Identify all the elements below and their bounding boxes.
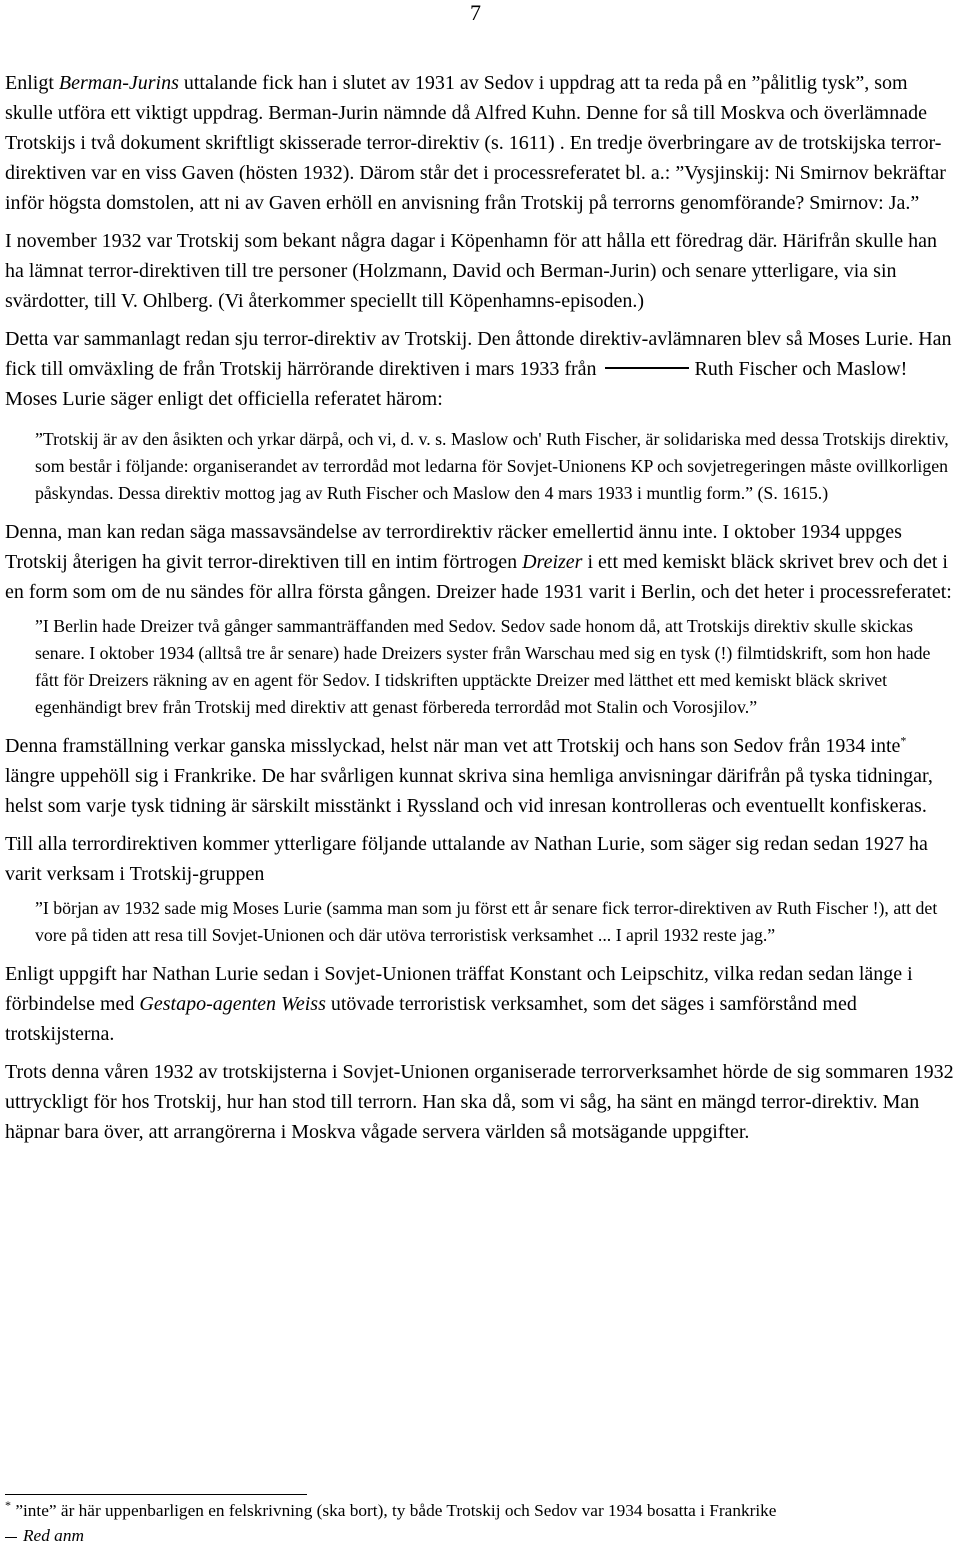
footnote-text: ”inte” är här uppenbarligen en felskrivning (ska bort), ty både Trotskij och Sedov var 1934 bosatta i Frankrike <box>11 1501 777 1520</box>
footnote <box>5 1498 955 1548</box>
emphasized-name: Gestapo-agenten Weiss <box>139 993 326 1015</box>
footnote-reference[interactable]: * <box>900 733 907 748</box>
paragraph: Trots denna våren 1932 av trotskijsterna i Sovjet-Unionen organiserade terrorverksamhet hörde de sig sommaren 1932 uttryckligt för hos Trotskij, hur han stod till terrorn. Han ska då, som vi såg, ha sänt en mängd terror-direktiv. Man häpnar bara över, att arrangörerna i Moskva vågade servera världen så motsägande uppgifter. <box>5 1061 954 1143</box>
footnote-signature-line <box>5 1523 955 1548</box>
footnote-line <box>5 1498 955 1523</box>
footnote-signature: Red anm <box>23 1526 84 1545</box>
paragraph: Enligt uppgift har Nathan Lurie sedan i Sovjet-Unionen träffat Konstant och Leipschitz, vilka redan sedan länge i förbindelse med Gestapo-agenten Weiss utövade terroristisk verksamhet, som det säges i samförstånd med trotskijsterna. <box>5 963 913 1045</box>
emphasized-name: Dreizer <box>522 551 583 573</box>
block-quote: ”Trotskij är av den åsikten och yrkar därpå, och vi, d. v. s. Maslow och' Ruth Fischer, är solidariska med dessa Trotskijs direktiv, som består i följande: organiserandet av terrordåd mot ledarna för Sovjet-Unionens KP och sovjetregeringen måste ovillkorligen påskyndas. Dessa direktiv mottog jag av Ruth Fischer och Maslow den 4 mars 1933 i muntlig form.” (S. 1615.) <box>35 429 949 503</box>
footnote-divider <box>5 1494 307 1495</box>
footnote-marker: * <box>5 1498 11 1513</box>
block-quote: ”I början av 1932 sade mig Moses Lurie (samma man som ju först ett år senare fick terror-direktiven av Ruth Fischer !), att det vore på tiden att resa till Sovjet-Unionen och där utöva terroristisk verksamhet ... I april 1932 reste jag.” <box>35 898 938 945</box>
paragraph: I november 1932 var Trotskij som bekant några dagar i Köpenhamn för att hålla ett föredrag där. Härifrån skulle han ha lämnat terror-direktiven till tre personer (Holzmann, David och Berman-Jurin) och senare ytterligare, via sin svärdotter, till V. Ohlberg. (Vi återkommer speciellt till Köpenhamns-episoden.) <box>5 230 937 312</box>
em-dash-rule <box>605 367 689 369</box>
paragraph: Enligt Berman-Jurins uttalande fick han i slutet av 1931 av Sedov i uppdrag att ta reda på en ”pålitlig tysk”, som skulle utföra ett viktigt uppdrag. Berman-Jurin nämnde då Alfred Kuhn. Denne for så till Moskva och överlämnade Trotskijs i två dokument skriftligt skisserade terror-direktiv (s. 1611) . En tredje överbringare av de trotskijska terror-direktiven var en viss Gaven (hösten 1932). Därom står det i processreferatet bl. a.: ”Vysjinskij: Ni Smirnov bekräftar inför högsta domstolen, att ni av Gaven erhöll en anvisning från Trotskij på terrorns genomförande? Smirnov: Ja.” <box>5 72 946 214</box>
paragraph: Till alla terrordirektiven kommer ytterligare följande uttalande av Nathan Lurie, som säger sig redan sedan 1927 ha varit verksam i Trotskij-gruppen <box>5 833 928 885</box>
document-body <box>5 68 955 1147</box>
paragraph: Detta var sammanlagt redan sju terror-direktiv av Trotskij. Den åttonde direktiv-avlämnaren blev så Moses Lurie. Han fick till omväxling de från Trotskij härrörande direktiven i mars 1933 från Ruth Fischer och Maslow! Moses Lurie säger enligt det officiella referatet härom: <box>5 328 952 410</box>
block-quote: ”I Berlin hade Dreizer två gånger sammanträffanden med Sedov. Sedov sade honom då, att Trotskijs direktiv skulle skickas senare. I oktober 1934 (alltså tre år senare) hade Dreizers syster från Warschau med sig en tysk (!) filmtidskrift, som hon hade fått för Dreizers räkning av en agent för Sedov. I tidskriften upptäckte Dreizer med lätthet ett med kemiskt bläck skrivet egenhändigt brev från Trotskij med direktiv att genast förbereda terrordåd mot Stalin och Vorosjilov.” <box>35 616 931 717</box>
paragraph: Denna, man kan redan säga massavsändelse av terrordirektiv räcker emellertid ännu inte. I oktober 1934 uppges Trotskij återigen ha givit terror-direktiven till en intim förtrogen Dreizer i ett med kemiskt bläck skrivet brev och det i en form som om de nu sändes för allra första gången. Dreizer hade 1931 varit i Berlin, och det heter i processreferatet: <box>5 521 952 603</box>
page-number: 7 <box>470 0 481 25</box>
paragraph: Denna framställning verkar ganska misslyckad, helst när man vet att Trotskij och hans son Sedov från 1934 inte* längre uppehöll sig i Frankrike. De har svårligen kunnat skriva sina hemliga anvisningar därifrån på tyska tidningar, helst som varje tysk tidning är särskilt misstänkt i Ryssland och vid inresan kontrolleras och eventuellt konfiskeras. <box>5 733 933 817</box>
emphasized-name: Berman-Jurins <box>58 72 179 94</box>
dash <box>5 1537 17 1538</box>
